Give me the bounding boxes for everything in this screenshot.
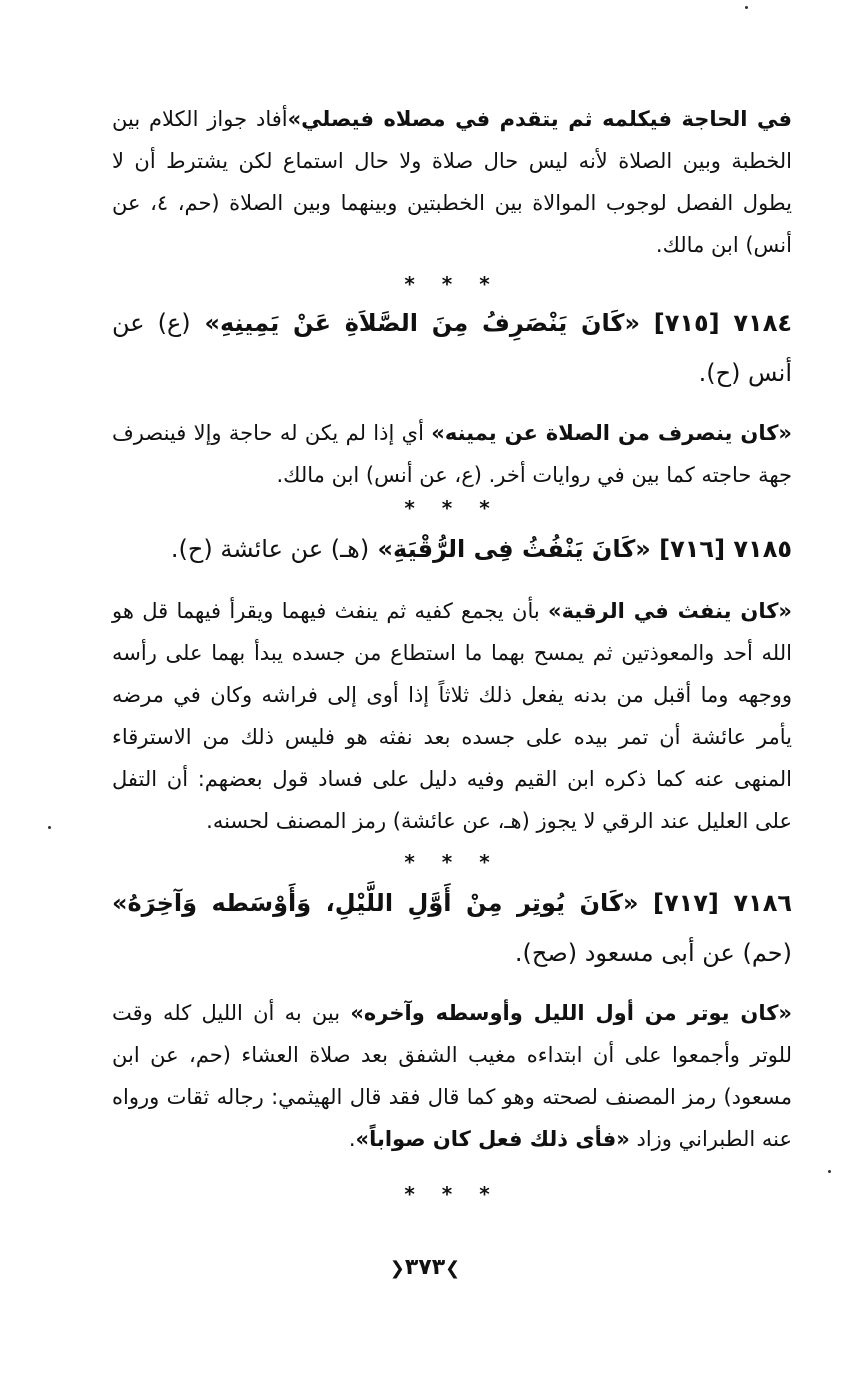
page-number: ٣٧٣ [404,1255,446,1280]
hadith-entry-7185 [112,524,792,574]
hadith-quote-bold: في الحاجة فيكلمه ثم يتقدم في مصلاه فيصلي» [287,107,793,131]
section-divider: * * * [404,272,500,296]
hadith-text: «كَانَ يَنْصَرِفُ مِنَ الصَّلاَةِ عَنْ يَمِينِهِ» [204,309,640,337]
commentary-text: أي إذا لم يكن له حاجة وإلا فينصرف جهة حاجته كما بين في روايات أخر. (ع، عن أنس) ابن مالك. [112,421,792,487]
commentary-7184 [112,412,792,496]
hadith-source: (حم) عن أبى مسعود (صح). [514,939,792,967]
commentary-text: أفاد جواز الكلام بين الخطبة وبين الصلاة لأنه ليس حال صلاة ولا حال استماع لكن يشترط أن لا يطول الفصل لوجوب الموالاة بين الخطبتين وبينهما وبين الصلاة (حم، ٤، عن أنس) ابن مالك. [112,107,792,257]
hadith-text: «كَانَ يُوتِر مِنْ أَوَّلِ اللَّيْلِ، وَأَوْسَطه وَآخِرَهُ» [112,889,639,917]
hadith-quote-bold: «كان يوتر من أول الليل وأوسطه وآخره» [350,1001,792,1025]
section-divider: * * * [404,496,500,520]
hadith-quote-bold: «فأى ذلك فعل كان صواباً» [355,1127,630,1151]
ornament-right: ❯ [445,1258,461,1279]
entry-number: ٧١٨٦ [٧١٧] [653,889,792,917]
hadith-source: (ع) عن أنس (ح). [112,309,792,387]
page-number-footer [0,1255,850,1280]
scan-speck [828,1170,831,1173]
hadith-entry-7184 [112,298,792,398]
commentary-end: . [348,1127,356,1151]
page-body [112,98,792,1206]
commentary-7186 [112,992,792,1160]
commentary-text: بين به أن الليل كله وقت للوتر وأجمعوا على أن ابتداءه مغيب الشفق بعد صلاة العشاء (حم، عن ابن مسعود) رمز المصنف لصحته وهو كما قال فقد قال الهيثمي: رجاله ثقات ورواه عنه الطبراني وزاد [112,1001,792,1151]
entry-number: ٧١٨٥ [٧١٦] [659,535,792,563]
hadith-quote-bold: «كان ينفث في الرقية» [548,599,792,623]
hadith-entry-7186 [112,878,792,978]
section-divider: * * * [404,850,500,874]
ornament-left: ❮ [389,1258,405,1279]
hadith-text: «كَانَ يَنْفُثُ فِى الرُّقْيَةِ» [377,535,651,563]
hadith-source: (هـ) عن عائشة (ح). [170,535,370,563]
paragraph-continuation [112,98,792,266]
commentary-text: بأن يجمع كفيه ثم ينفث فيهما ويقرأ فيهما قل هو الله أحد والمعوذتين ثم يمسح بهما ما استطاع من جسده يبدأ بهما على رأسه ووجهه وما أقبل من بدنه يفعل ذلك ثلاثاً إذا أوى إلى فراشه وكان في مرضه يأمر عائشة أن تمر بيده على جسده بعد نفثه هو فليس ذلك من الاسترقاء المنهى عنه كما ذكره ابن القيم وفيه دليل على فساد قول بعضهم: أن التفل على العليل عند الرقي لا يجوز (هـ، عن عائشة) رمز المصنف لحسنه. [112,599,792,833]
section-divider: * * * [404,1182,500,1206]
commentary-7185 [112,590,792,842]
entry-number: ٧١٨٤ [٧١٥] [653,309,792,337]
scan-speck [745,6,748,9]
scan-speck [48,826,51,829]
hadith-quote-bold: «كان ينصرف من الصلاة عن يمينه» [431,421,792,445]
